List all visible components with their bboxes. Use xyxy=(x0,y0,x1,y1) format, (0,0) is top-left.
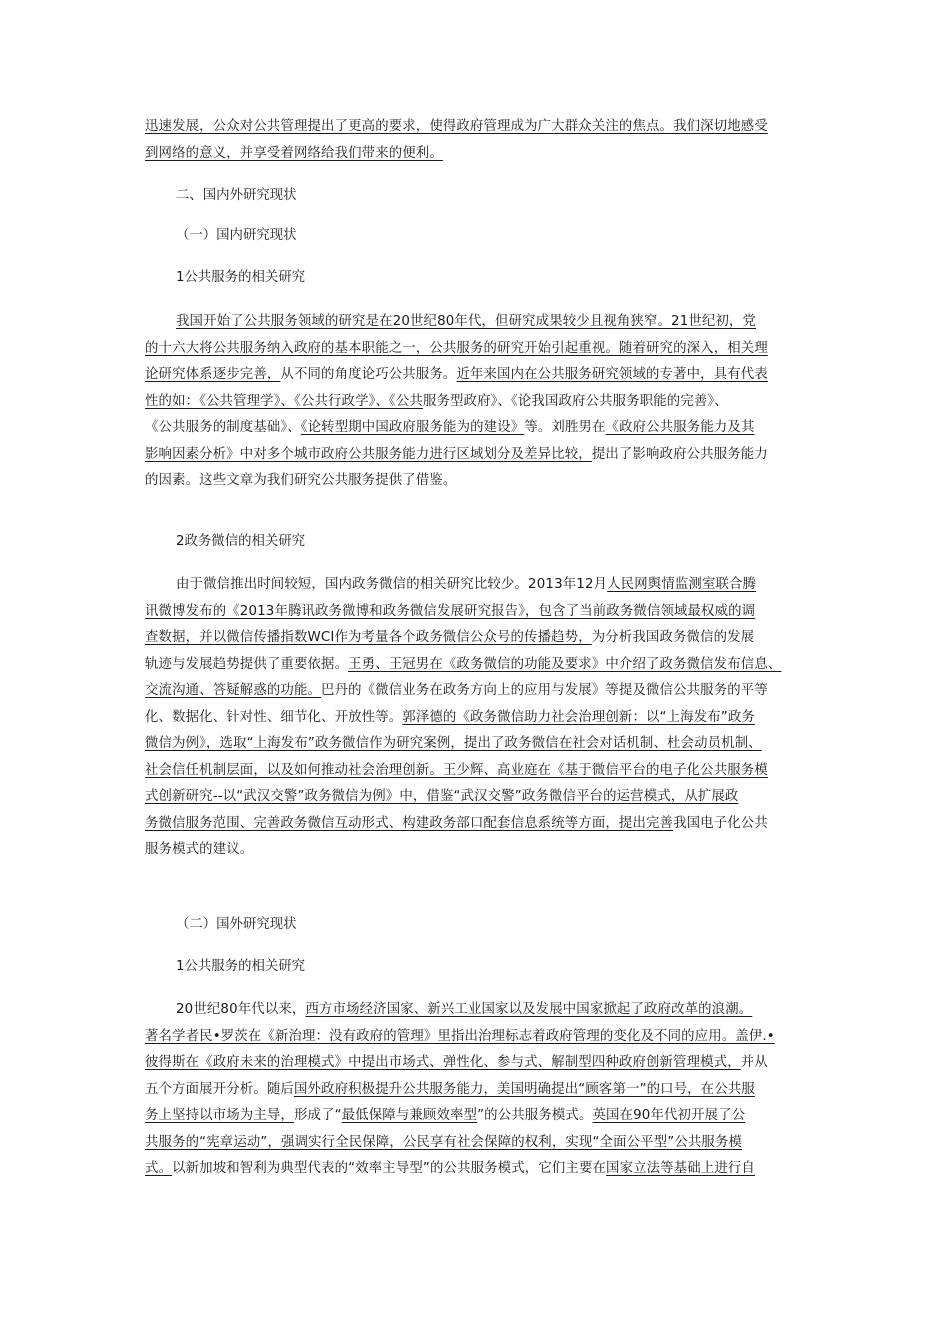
text-run: 以新加坡和智利为典型代表的“效率主导型”的公共服务模式，它们主要在 xyxy=(172,1161,607,1176)
text-line xyxy=(145,997,820,1024)
text-line xyxy=(145,442,820,469)
text-line xyxy=(145,141,820,168)
text-run: 轨迹与发展趋势提供了重要依据。 xyxy=(145,656,349,672)
text-run: 由于微信推出时间较短，国内政务微信的相关研究比较少。2013年12月 xyxy=(176,577,608,592)
text-line xyxy=(145,1103,820,1130)
intro-paragraph xyxy=(145,114,820,167)
underlined-text: 到网络的意义，并享受着网络给我们带来的便利。 xyxy=(145,145,443,161)
text-line xyxy=(145,336,820,363)
topic-heading-foreign-public-service: 1公共服务的相关研究 xyxy=(176,959,306,974)
text-run: 服务模式的建议。 xyxy=(145,842,254,857)
underlined-text: 国家立法等基础上进行自 xyxy=(606,1161,755,1176)
foreign-public-service-paragraph xyxy=(145,997,820,1183)
text-run: 化、数据化、针对性、细节化、开放性等。 xyxy=(145,709,403,725)
text-line xyxy=(145,362,820,389)
subsection-heading-foreign: （二）国外研究现状 xyxy=(176,917,297,932)
text-line xyxy=(145,1024,820,1051)
underlined-text: 著名学者民•罗茨在《新治理：没有政府的管理》里指出治理标志着政府管理的变化及不同的应用。盖伊.• xyxy=(145,1028,775,1044)
underlined-text: 交流沟通、答疑解惑的功能。 xyxy=(145,683,322,698)
underlined-text: 性的如：《公共管理学》、《公共行政学》、《公共 xyxy=(145,393,423,409)
underlined-text: 微信为例》，选取“上海发布”政务微信作为研究案例，提出了政务微信在社会对话机制、杜会动员机制、 xyxy=(145,736,762,751)
text-run: 并从 xyxy=(740,1055,768,1070)
underlined-text: 共服务的“宪章运动”，强调实行全民保障，公民享有社会保障的权利，实现“全面公平型”公共服务模 xyxy=(145,1134,743,1150)
underlined-text: 最低保障与兼顾效率型 xyxy=(341,1108,478,1123)
text-line xyxy=(145,415,820,442)
text-run: 20世纪80年代以来， xyxy=(176,1002,306,1017)
underlined-text: 我国开始了公共服务领域的研究是在20世纪80年代，但研究成果较少且视角狭窄。21世纪初，党 xyxy=(176,314,757,329)
underlined-text: 论研究体系逐步完善， xyxy=(145,367,281,382)
text-line xyxy=(145,837,820,864)
underlined-text: 《论转型期中国政府服务能为的建设》 xyxy=(300,420,525,435)
text-line xyxy=(145,731,820,758)
underlined-text: 王勇、王冠男在《政务微信的功能及要求》中介绍了政务微信发布信息、 xyxy=(348,656,782,672)
topic-heading-public-service: 1公共服务的相关研究 xyxy=(176,270,306,285)
text-line xyxy=(145,1050,820,1077)
text-line xyxy=(145,1156,820,1183)
text-run: 从不同的角度论巧公共服务。 xyxy=(280,367,457,382)
text-line xyxy=(145,811,820,838)
underlined-text: 《政府公共服务能力及其 xyxy=(605,420,755,435)
text-line xyxy=(145,114,820,141)
text-line xyxy=(145,784,820,811)
domestic-wechat-paragraph xyxy=(145,572,820,864)
underlined-text: 迅速发展，公众对公共管理提出了更高的要求，使得政府管理成为广大群众关注的焦点。我们深切地感受 xyxy=(145,119,768,134)
text-run: 巴丹的《微信业务在政务方向上的应用与发展》等提及微信公共服务的平等 xyxy=(321,683,768,698)
underlined-text: 影响因素分析》中对多个城市政府公共服务能力进行区域划分及差异比较， xyxy=(145,446,592,462)
text-run: 为分析我国政务微信的发展 xyxy=(591,630,755,645)
text-line xyxy=(145,389,820,416)
underlined-text: 彼得斯在《政府未来的治理模式》中提出市场式、弹性化、参与式、解制型四种政府创新管理模式， xyxy=(145,1055,741,1070)
text-line xyxy=(145,678,820,705)
underlined-text: 社会信任机制层面，以及如何推动社会治理创新。王少辉、高业庭在《基于微信平台的电子化公共服务模 xyxy=(145,762,768,778)
underlined-text: 式。 xyxy=(145,1161,173,1176)
text-run: 五个方面展开分析。随后 xyxy=(145,1081,294,1097)
text-run: 我国电子化公共 xyxy=(673,815,768,831)
underlined-text: 务微信服务范围、完善政务微信互动形式、构建政务部口配套信息系统等方面，提出完善 xyxy=(145,815,674,831)
text-line xyxy=(145,652,820,679)
text-run: 提出了影响政府公共服务能力 xyxy=(591,446,768,462)
text-line xyxy=(145,1077,820,1104)
text-line xyxy=(145,1130,820,1157)
text-run: 的因素。这些文章为我们研究公共服务提供了借鉴。 xyxy=(145,473,457,488)
text-run: 服务型政府》、《论我国政府公共服务职能的完善》、 xyxy=(422,393,728,409)
underlined-text: 郭泽德的《政务微信助力社会治理创新：以“上海发布”政务 xyxy=(402,709,755,725)
underlined-text: 近年来国内在公共服务研究领域的专著中，具有代表 xyxy=(456,367,768,382)
text-line xyxy=(145,572,820,599)
underlined-text: 式创新研究--以“武汉交警”政务微信为例》中，借鉴“武汉交警”政务微信平台的运营模式，从扩展政 xyxy=(145,789,739,804)
subsection-heading-domestic: （一）国内研究现状 xyxy=(176,228,297,243)
text-line xyxy=(145,309,820,336)
underlined-text: 人民网舆情监测室联合腾 xyxy=(607,577,757,592)
topic-heading-wechat: 2政务微信的相关研究 xyxy=(176,534,306,549)
underlined-text: 英国在90年代初开展了公 xyxy=(592,1108,746,1123)
text-line xyxy=(145,758,820,785)
underlined-text: 查数据，并以微信传播指数WCI作为考量各个政务微信公众号的传播趋势， xyxy=(145,630,592,645)
text-line xyxy=(145,599,820,626)
text-run: 《公共服务的制度基础》、 xyxy=(145,420,301,435)
text-run: 形成了“ xyxy=(293,1108,342,1123)
domestic-public-service-paragraph xyxy=(145,309,820,495)
text-run: ”的公共服务模式。 xyxy=(477,1108,593,1123)
text-run: 等。刘胜男在 xyxy=(524,420,606,435)
text-line xyxy=(145,705,820,732)
section-heading: 二、国内外研究现状 xyxy=(176,188,297,203)
underlined-text: 国外政府积极提升公共服务能力，美国明确提出“顾客第一”的口号，在公共服 xyxy=(293,1081,755,1097)
text-line xyxy=(145,625,820,652)
underlined-text: 西方市场经济国家、新兴工业国家以及发展中国家掀起了政府改革的浪潮。 xyxy=(305,1002,753,1017)
underlined-text: 务上坚持以市场为主导， xyxy=(145,1108,294,1123)
text-line xyxy=(145,468,820,495)
underlined-text: 讯微博发布的《2013年腾讯政务微博和政务微信发展研究报告》，包含了当前政务微信领域最权威的调 xyxy=(145,603,756,619)
underlined-text: 的十六大将公共服务纳入政府的基本职能之一，公共服务的研究开始引起重视。随着研究的深入，相关理 xyxy=(145,340,768,356)
